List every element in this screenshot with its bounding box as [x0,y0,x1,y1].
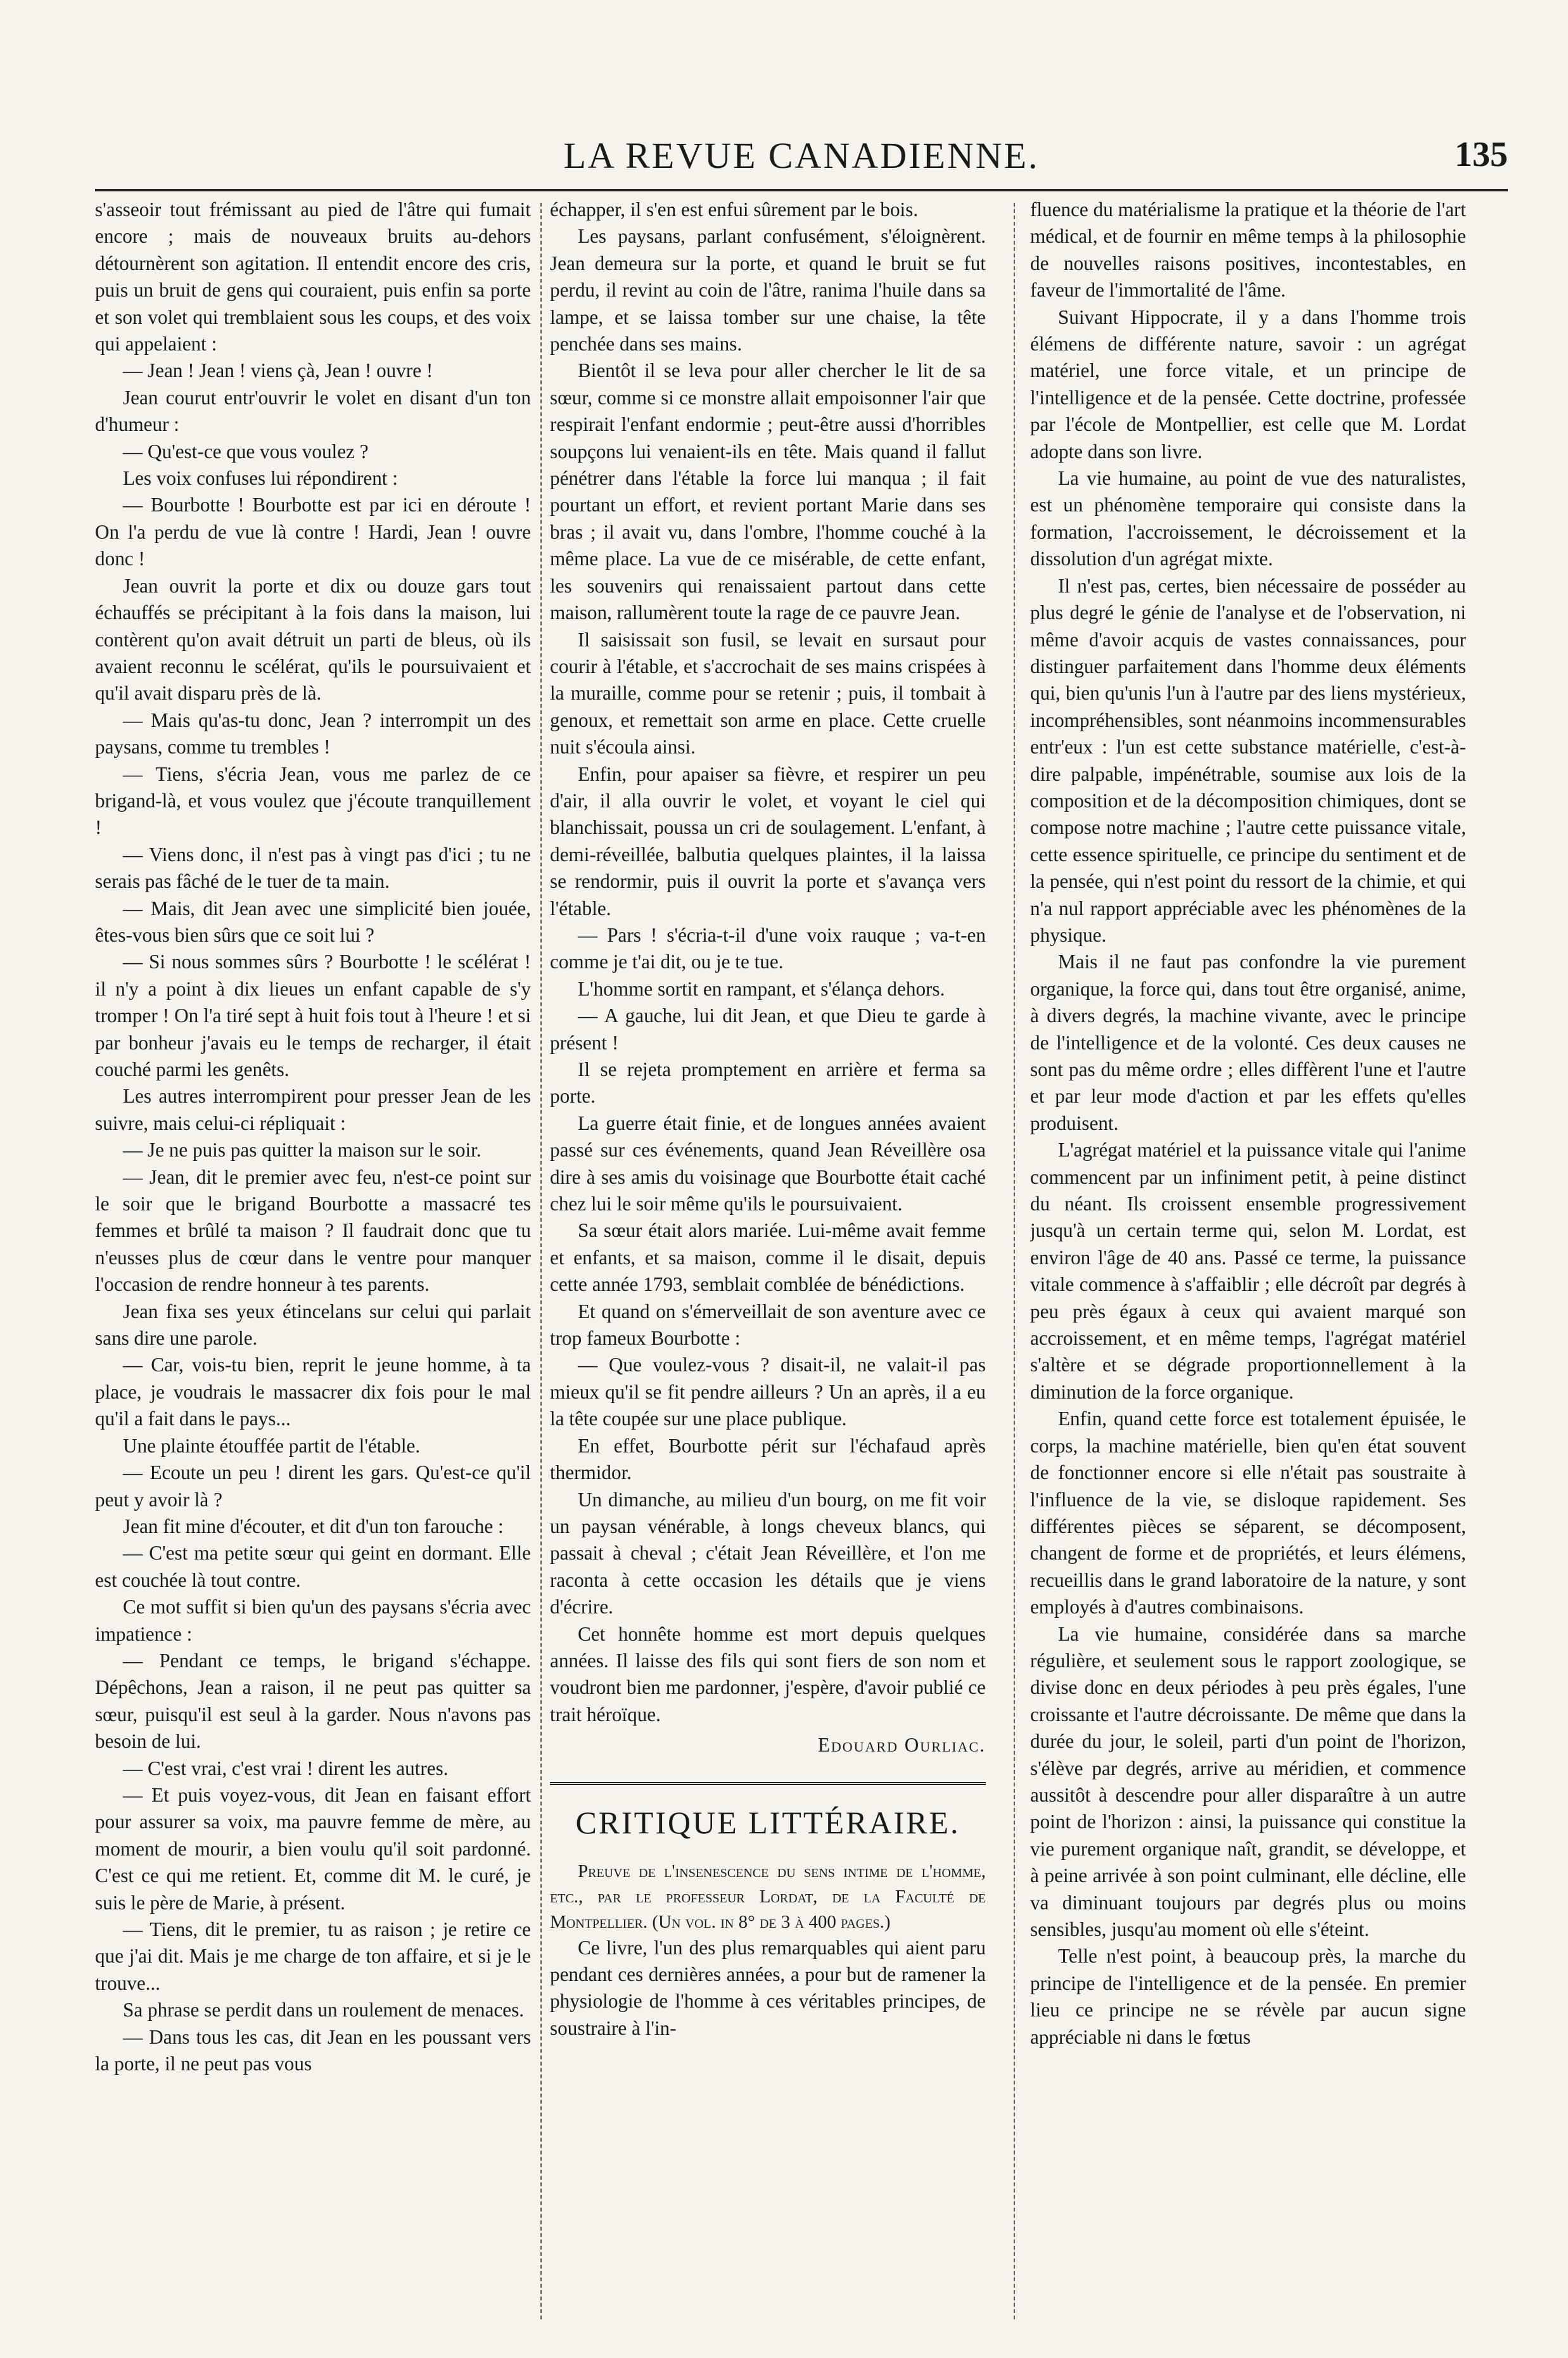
paragraph: — Tiens, dit le premier, tu as raison ; je retire ce que j'ai dit. Mais je me charge de ton affaire, et si je le trouve... [95,1918,531,1994]
paragraph: Enfin, quand cette force est totalement épuisée, le corps, la machine matérielle, bien qu'en état souvent de fonctionner encore si elle n'était pas soustraite à l'influence de la vie, se disloque rapidement. Ses différentes pièces se séparent, se décomposent, changent de forme et de propriétés, et leurs élémens, recueillis dans le grand laboratoire de la nature, y sont employés à d'autres combinaisons. [1030,1407,1466,1618]
paragraph: En effet, Bourbotte périt sur l'échafaud après thermidor. [550,1434,986,1484]
header-rule [95,189,1508,191]
paragraph: Les autres interrompirent pour presser Jean de les suivre, mais celui-ci répliquait : [95,1085,531,1134]
paragraph: — Mais qu'as-tu donc, Jean ? interrompit un des paysans, comme tu trembles ! [95,708,531,759]
section-rule [550,1782,986,1785]
paragraph: La vie humaine, au point de vue des naturalistes, est un phénomène temporaire qui consiste dans la formation, l'accroissement, le décroissement et la dissolution d'un agrégat mixte. [1030,467,1466,570]
paragraph: — Car, vois-tu bien, reprit le jeune homme, à ta place, je voudrais le massacrer dix fois pour le mal qu'il a fait dans le pays... [95,1354,531,1430]
journal-title: LA REVUE CANADIENNE. [563,135,1040,176]
page-number: 135 [1455,135,1508,174]
paragraph: — Mais, dit Jean avec une simplicité bien jouée, êtes-vous bien sûrs que ce soit lui ? [95,897,531,946]
paragraph: — A gauche, lui dit Jean, et que Dieu te garde à présent ! [550,1004,986,1054]
paragraph: Un dimanche, au milieu d'un bourg, on me fit voir un paysan vénérable, à longs cheveux blancs, qui passait à cheval ; c'était Jean Réveillère, et l'on me raconta à cette occasion les détails que je viens d'écrire. [550,1488,986,1618]
paragraph: Il saisissait son fusil, se levait en sursaut pour courir à l'étable, et s'accrochait de ses mains crispées à la muraille, comme pour se retenir ; puis, il tombait à genoux, et remettait son arme en place. Cette cruelle nuit s'écoula ainsi. [550,628,986,759]
paragraph: Il n'est pas, certes, bien nécessaire de posséder au plus degré le génie de l'analyse et de l'observation, ni même d'avoir acquis de vastes connaissances, pour distinguer parfaitement dans l'homme deux éléments qui, bien qu'unis l'un à l'autre par des liens mystérieux, incompréhensibles, sont néanmoins incommensurables entr'eux : l'un est cette substance matérielle, c'est-à-dire palpable, impénétrable, soumise aux lois de la composition et de la décomposition chimiques, dont se compose notre machine ; l'autre cette puissance vitale, cette essence spirituelle, ce principe du sentiment et de la pensée, qui n'est point du ressort de la chimie, et qui n'a nul rapport appréciable avec les phénomènes de la physique. [1030,574,1466,946]
paragraph: Ce mot suffit si bien qu'un des paysans s'écria avec impatience : [95,1596,531,1645]
paragraph: L'agrégat matériel et la puissance vitale qui l'anime commencent par un infiniment petit, à peine distinct du néant. Ils croissent ensemble progressivement jusqu'à un certain terme qui, selon M. Lordat, est environ l'âge de 40 ans. Passé ce terme, la puissance vitale commence à s'affaiblir ; elle décroît par degrés à peu près égaux à ceux qui avaient marqué son accroissement, et en même temps, l'agrégat matériel s'altère et se dégrade proportionnellement à la diminution de la force organique. [1030,1139,1466,1403]
paragraph: — Et puis voyez-vous, dit Jean en faisant effort pour assurer sa voix, ma pauvre femme de mère, au moment de mourir, a bien voulu qu'il soit pardonné. C'est ce qui me retient. Et, comme dit M. le curé, je suis le père de Marie, à présent. [95,1783,531,1914]
paragraph: fluence du matérialisme la pratique et la théorie de l'art médical, et de fournir en même temps à la philosophie de nouvelles raisons positives, incontestables, en faveur de l'immortalité de l'âme. [1030,198,1466,302]
paragraph: — Qu'est-ce que vous voulez ? [123,440,369,463]
paragraph: — Jean, dit le premier avec feu, n'est-ce point sur le soir que le brigand Bourbotte a massacré tes femmes et brûlé ta maison ? Il faudrait donc que tu n'eusses plus de cœur dans le ventre pour manquer l'occasion de rendre honneur à tes parents. [95,1165,531,1296]
paragraph: Jean courut entr'ouvrir le volet en disant d'un ton d'humeur : [95,386,531,436]
column-divider [540,203,542,2319]
review-heading: Preuve de l'insenescence du sens intime de l'homme, etc., par le professeur Lordat, de la Faculté de Montpellier. (Un vol. in 8° de 3 à 400 pages.) [550,1861,986,1932]
paragraph: — Pars ! s'écria-t-il d'une voix rauque ; va-t-en comme je t'ai dit, ou je te tue. [550,923,986,973]
paragraph: Enfin, pour apaiser sa fièvre, et respirer un peu d'air, il alla ouvrir le volet, et voyant le ciel qui blanchissait, poussa un cri de soulagement. L'enfant, à demi-réveillée, balbutia quelques plaintes, il la laissa se rendormir, puis il ouvrit la porte et s'avança vers l'étable. [550,762,986,919]
column-3 [1030,196,1466,2319]
column-2 [550,196,986,2319]
author-signature: Edouard Ourliac. [817,1734,986,1757]
paragraph: La vie humaine, considérée dans sa marche régulière, et seulement sous le rapport zoologique, se divise donc en deux périodes à peu près égales, l'une croissante et l'autre décroissante. De même que dans la durée du jour, le soleil, parti d'un point de l'horizon, s'élève par degrés, arrive au méridien, et commence aussitôt à descendre pour aller disparaître à un autre point de l'horizon : ainsi, la puissance qui constitue la vie purement organique naît, grandit, se développe, et à peine arrivée à son point culminant, elle décline, elle va diminuant toujours par degrés plus ou moins sensibles, jusqu'au moment où elle s'éteint. [1030,1622,1466,1940]
paragraph: échapper, il s'en est enfui sûrement par le bois. [550,198,919,221]
paragraph: — C'est vrai, c'est vrai ! dirent les autres. [123,1757,449,1779]
paragraph: La guerre était finie, et de longues années avaient passé sur ces événements, quand Jean Réveillère osa dire à ses amis du voisinage que Bourbotte était caché chez lui le soir même qu'ils le poursuivaient. [550,1112,986,1215]
paragraph: Une plainte étouffée partit de l'étable. [123,1434,421,1457]
paragraph: L'homme sortit en rampant, et s'élança dehors. [578,977,945,1000]
paragraph: — Dans tous les cas, dit Jean en les poussant vers la porte, il ne peut pas vous [95,2025,531,2075]
paragraph: Les paysans, parlant confusément, s'éloignèrent. Jean demeura sur la porte, et quand le bruit se fut perdu, il revint au coin de l'âtre, ranima l'huile dans sa lampe, et se laissa tomber sur une chaise, la tête penchée dans ses mains. [550,225,986,356]
paragraph: — Viens donc, il n'est pas à vingt pas d'ici ; tu ne serais pas fâché de le tuer de ta main. [95,843,531,893]
paragraph: Jean fit mine d'écouter, et dit d'un ton farouche : [123,1515,504,1537]
column-divider [1014,203,1015,2319]
paragraph: — Pendant ce temps, le brigand s'échappe. Dépêchons, Jean a raison, il ne peut pas quitter sa sœur, puisqu'il est seul à la garder. Nous n'avons pas besoin de lui. [95,1649,531,1753]
section-title: CRITIQUE LITTÉRAIRE. [575,1804,960,1840]
paragraph: Bientôt il se leva pour aller chercher le lit de sa sœur, comme si ce monstre allait empoisonner l'air que respirait l'enfant endormie ; peut-être aussi d'horribles soupçons lui venaient-ils en tête. Mais quand il fallut pénétrer dans l'étable la force lui manqua ; il fait pourtant un effort, et revient portant Marie dans ses bras ; il avait vu, dans l'ombre, l'homme couché à la même place. La vue de ce misérable, de cette enfant, les souvenirs qui renaissaient partout dans cette maison, rallumèrent toute la rage de ce pauvre Jean. [550,359,986,624]
paragraph: — Jean ! Jean ! viens çà, Jean ! ouvre ! [123,359,433,382]
paragraph: Jean fixa ses yeux étincelans sur celui qui parlait sans dire une parole. [95,1300,531,1350]
paragraph: — Tiens, s'écria Jean, vous me parlez de ce brigand-là, et vous voulez que j'écoute tranquillement ! [95,762,531,839]
running-header [95,134,1508,185]
paragraph: Les voix confuses lui répondirent : [123,467,398,490]
paragraph: Sa sœur était alors mariée. Lui-même avait femme et enfants, et sa maison, comme il le disait, depuis cette année 1793, semblait comblée de bénédictions. [550,1219,986,1296]
paragraph: Ce livre, l'un des plus remarquables qui aient paru pendant ces dernières années, a pour but de ramener la physiologie de l'homme à ces véritables principes, de soustraire à l'in- [550,1936,986,2039]
paragraph: Il se rejeta promptement en arrière et ferma sa porte. [550,1058,986,1108]
paragraph: Jean ouvrit la porte et dix ou douze gars tout échauffés se précipitant à la fois dans la maison, lui contèrent qu'on avait détruit un parti de bleus, où ils avaient reconnu le scélérat, qu'ils le poursuivaient et qu'il avait disparu près de là. [95,574,531,705]
paragraph: Et quand on s'émerveillait de son aventure avec ce trop fameux Bourbotte : [550,1300,986,1350]
paragraph: Mais il ne faut pas confondre la vie purement organique, la force qui, dans tout être organisé, anime, à divers degrés, la machine vivante, avec le principe de l'intelligence et de la volonté. Ces deux causes ne sont pas du même ordre ; elles diffèrent l'une et l'autre et par leur mode d'action et par les effets qu'elles produisent. [1030,951,1466,1134]
paragraph: — C'est ma petite sœur qui geint en dormant. Elle est couchée là tout contre. [95,1542,531,1591]
paragraph: — Bourbotte ! Bourbotte est par ici en déroute ! On l'a perdu de vue là contre ! Hardi, Jean ! ouvre donc ! [95,494,531,570]
paragraph: Sa phrase se perdit dans un roulement de menaces. [123,1999,525,2022]
paragraph: Cet honnête homme est mort depuis quelques années. Il laisse des fils qui sont fiers de son nom et voudront bien me pardonner, j'espère, d'avoir publié ce trait héroïque. [550,1622,986,1726]
paragraph: — Ecoute un peu ! dirent les gars. Qu'est-ce qu'il peut y avoir là ? [95,1461,531,1511]
paragraph: Telle n'est point, à beaucoup près, la marche du principe de l'intelligence et de la pensée. En premier lieu ce principe ne se révèle par aucun signe appréciable ni dans le fœtus [1030,1945,1466,2048]
paragraph: Suivant Hippocrate, il y a dans l'homme trois élémens de différente nature, savoir : un agrégat matériel, une force vitale, et un principe de l'intelligence et de la pensée. Cette doctrine, professée par l'école de Montpellier, est celle que M. Lordat adopte dans son livre. [1030,305,1466,463]
paragraph: s'asseoir tout frémissant au pied de l'âtre qui fumait encore ; mais de nouveaux bruits au-dehors détournèrent son agitation. Il entendit encore des cris, puis un bruit de gens qui couraient, puis enfin sa porte et son volet qui tremblaient sous les coups, et des voix qui appelaient : [95,198,531,356]
paragraph: — Je ne puis pas quitter la maison sur le soir. [123,1139,481,1162]
paragraph: — Si nous sommes sûrs ? Bourbotte ! le scélérat ! il n'y a point à dix lieues un enfant capable de s'y tromper ! On l'a tiré sept à huit fois tout à l'heure ! et si par bonheur j'avais eu le temps de recharger, il était couché parmi les genêts. [95,951,531,1080]
paragraph: — Que voulez-vous ? disait-il, ne valait-il pas mieux qu'il se fit pendre ailleurs ? Un an après, il a eu la tête coupée sur une place publique. [550,1354,986,1430]
column-1 [95,196,531,2319]
